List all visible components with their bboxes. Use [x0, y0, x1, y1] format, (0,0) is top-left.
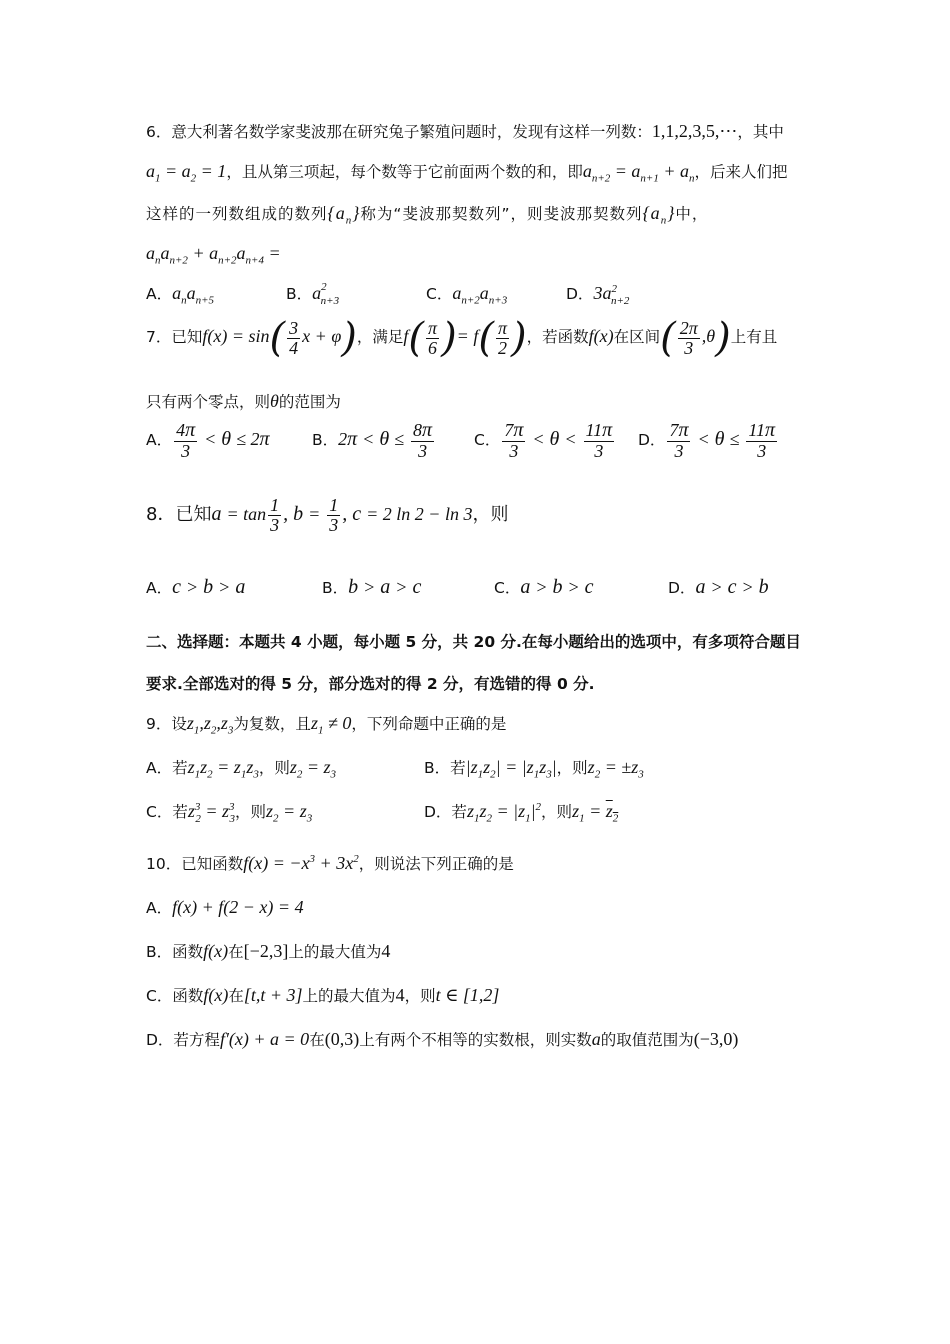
q6-line3-c: 中，	[675, 205, 709, 223]
q7-line2-text: 只有两个零点，则	[146, 393, 271, 411]
q7-text-d: 在区间	[613, 328, 661, 347]
option-label: B．	[312, 431, 339, 450]
fib-sequence: 1,1,2,3,5,⋯	[651, 121, 738, 141]
option-label: A．	[146, 579, 173, 597]
q7-text-c: ，若函数	[526, 328, 589, 347]
function-def: f(x) = sin( $\frac{3}{4}$ x + φ)	[202, 318, 357, 358]
q10-option-b[interactable]: B．函数f(x)在[−2,3]上的最大值为4	[146, 941, 391, 961]
recurrence-formula: $a_{n+2} = a_{n+1} + a_n$	[582, 161, 695, 185]
q8-definitions: a = tan $\frac{1}{3}$ , b = $\frac{1}{3}$ , c = 2 ln 2 − ln 3	[211, 495, 473, 535]
option-label: B．	[322, 579, 349, 597]
q9-option-b[interactable]: B．若$|z_1z_2| = |z_1z_3|$，则$z_2 = \pm z_3$	[424, 757, 644, 781]
q10-option-d[interactable]: D．若方程f′(x) + a = 0在(0,3)上有两个不相等的实数根，则实数a的取值范围为(−3,0)	[146, 1029, 739, 1049]
q6-line3-a: 这样的一列数组成的数列	[146, 205, 328, 223]
q6-line2-end: ，后来人们把	[694, 163, 788, 181]
q6-option-a[interactable]: A．$a_na_{n+5}$	[146, 283, 215, 307]
q6-line3	[146, 202, 708, 227]
option-label: A．	[146, 285, 173, 303]
option-label: C．若	[146, 803, 188, 821]
option-c-text-a: C．函数	[146, 987, 204, 1005]
q7-line2-end: 的范围为	[278, 393, 341, 411]
q7-text-e: 上有且	[730, 328, 778, 347]
q6-text: 6．意大利著名数学家斐波那在研究兔子繁殖问题时，发现有这样一列数：	[146, 123, 652, 141]
option-c-text-c: 上的最大值为	[302, 987, 396, 1005]
q10-suffix: ，则说法下列正确的是	[358, 855, 514, 873]
option-label: D．	[668, 579, 696, 597]
sequence-an: $\{a_n\}$	[327, 203, 361, 227]
q9-prefix: 9．设	[146, 715, 187, 733]
q10-stem: 10．已知函数$f(x) = -x^3 + 3x^2$，则说法下列正确的是	[146, 853, 514, 873]
q9-suffix: ，下列命题中正确的是	[351, 715, 507, 733]
q6-line2-text: ，且从第三项起，每个数等于它前面两个数的和，即	[226, 163, 583, 181]
q7-line2: 只有两个零点，则θ的范围为	[146, 391, 341, 411]
option-d-text-a: D．若方程	[146, 1031, 220, 1049]
initial-condition: $a_1 = a_2 = 1$	[146, 161, 227, 185]
q6-text-end: ，其中	[737, 123, 784, 141]
q9-mid: 为复数，且	[233, 715, 311, 733]
q10-option-a[interactable]: A．f(x) + f(2 − x) = 4	[146, 897, 304, 917]
interval: ( $\frac{2\pi}{3}$ ,θ)	[660, 318, 731, 358]
q6-option-c[interactable]: C．$a_{n+2}a_{n+3}$	[426, 283, 508, 307]
option-label: A．	[146, 899, 173, 917]
q9-option-d[interactable]: D．若$z_1z_2 = |z_1|^2$，则$z_1 = z_2$	[424, 801, 619, 825]
then-text: ，则	[235, 803, 267, 821]
then-text: ，则	[556, 759, 588, 777]
q8-suffix: ，则	[472, 503, 509, 525]
symmetry-condition: f( $\frac{\pi}{6}$ )= f( $\frac{\pi}{2}$ )	[403, 318, 527, 358]
q9-option-c[interactable]: C．若$z^3_2 = z^3_3$，则$z_2 = z_3$	[146, 801, 313, 825]
option-label: C．	[494, 579, 521, 597]
q6-line3-b: 称为“斐波那契数列”，则斐波那契数列	[360, 205, 643, 223]
q7-option-a[interactable]: A． $\frac{4\pi}{3}$ < θ ≤ 2π	[146, 419, 270, 461]
q6-option-b[interactable]: B．$a^2_{n+3}$	[286, 281, 340, 307]
option-label: D．若	[424, 803, 467, 821]
q8-option-c[interactable]: C．a > b > c	[494, 576, 594, 598]
sequence-an-2: $\{a_n\}$	[642, 203, 676, 227]
q6-expression: $a_na_{n+2} + a_{n+2}a_{n+4}$ =	[146, 243, 281, 267]
option-label: B．	[286, 285, 313, 303]
q6-option-d[interactable]: D．$3a^2_{n+2}$	[566, 283, 630, 307]
q6-line1	[146, 120, 784, 142]
option-c-value: 4	[395, 985, 405, 1005]
q10-prefix: 10．已知函数	[146, 855, 244, 873]
q6-line2	[146, 160, 788, 185]
option-d-text-c: 上有两个不相等的实数根，则实数	[359, 1031, 592, 1049]
q10-option-c[interactable]: C．函数f(x)在[t,t + 3]上的最大值为4，则t ∈ [1,2]	[146, 985, 500, 1005]
q9-option-a[interactable]: A．若$z_1z_2 = z_1z_3$，则$z_2 = z_3$	[146, 757, 337, 781]
q8-option-d[interactable]: D．a > c > b	[668, 576, 769, 598]
q7-line1: 7．已知f(x) = sin( $\frac{3}{4}$ x + φ)，满足f( $\frac{\pi}{6}$ )= f( $\frac{\pi}{2}$ )，若函数f(x)在区间( $\frac{2\pi}{3}$ ,θ)上有且	[146, 318, 778, 358]
q9-stem: 9．设$z_1,z_2,z_3$为复数，且$z_1 \ne 0$，下列命题中正确的是	[146, 713, 507, 737]
q7-text-b: ，满足	[356, 328, 404, 347]
q8-prefix: 8．已知	[146, 503, 212, 525]
option-b-text-b: 在	[228, 943, 244, 961]
option-label: C．	[426, 285, 453, 303]
option-d-text-b: 在	[309, 1031, 325, 1049]
q7-text-a: 7．已知	[146, 328, 203, 347]
option-label: B．若	[424, 759, 466, 777]
option-c-text-b: 在	[228, 987, 244, 1005]
q7-option-b[interactable]: B．2π < θ ≤ $\frac{8\pi}{3}$	[312, 419, 433, 461]
option-label: C．	[474, 431, 501, 450]
q7-option-d[interactable]: D． $\frac{7\pi}{3}$ < θ ≤ $\frac{11\pi}{3}$	[638, 419, 776, 461]
q8-option-a[interactable]: A．c > b > a	[146, 576, 246, 598]
option-label: D．	[566, 285, 594, 303]
option-label: D．	[638, 431, 666, 450]
option-label: A．	[146, 431, 173, 450]
option-b-text-c: 上的最大值为	[288, 943, 382, 961]
then-text: ，则	[541, 803, 573, 821]
option-b-text-a: B．函数	[146, 943, 204, 961]
q8-stem	[146, 496, 508, 535]
section2-line1: 二、选择题：本题共 4 小题，每小题 5 分，共 20 分.在每小题给出的选项中，有多项符合题目	[146, 633, 801, 651]
q7-option-c[interactable]: C． $\frac{7\pi}{3}$ < θ < $\frac{11\pi}{3}$	[474, 419, 613, 461]
option-b-value: 4	[381, 941, 391, 961]
section2-line2: 要求.全部选对的得 5 分，部分选对的得 2 分，有选错的得 0 分.	[146, 675, 595, 693]
q8-option-b[interactable]: B．b > a > c	[322, 576, 422, 598]
option-label: A．若	[146, 759, 188, 777]
option-c-text-d: ，则	[404, 987, 436, 1005]
then-text: ，则	[258, 759, 290, 777]
option-d-text-d: 的取值范围为	[600, 1031, 694, 1049]
